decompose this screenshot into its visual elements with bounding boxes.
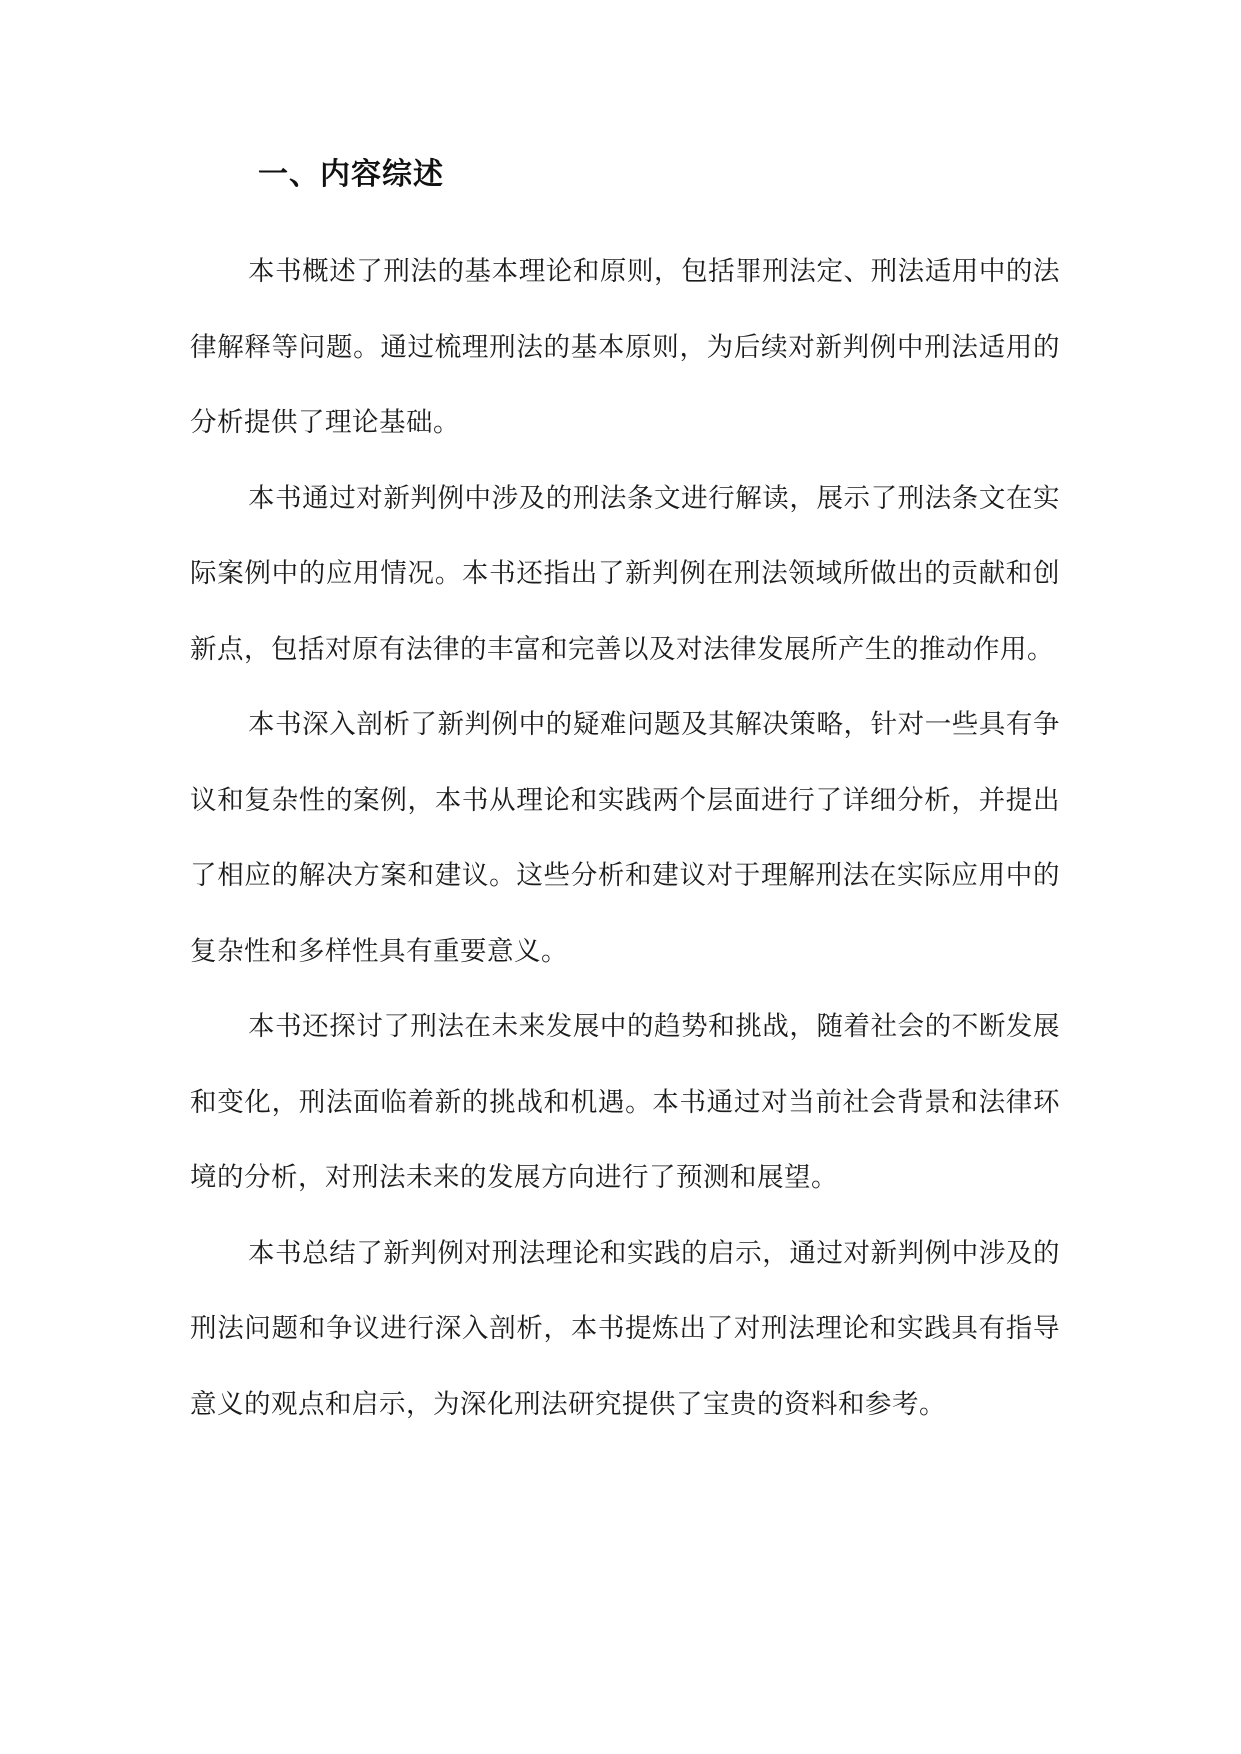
paragraph-4: 本书还探讨了刑法在未来发展中的趋势和挑战，随着社会的不断发展和变化，刑法面临着新的挑战和机遇。本书通过对当前社会背景和法律环境的分析，对刑法未来的发展方向进行了预测和展望。 [190, 1011, 1060, 1193]
paragraph-1: 本书概述了刑法的基本理论和原则，包括罪刑法定、刑法适用中的法律解释等问题。通过梳理刑法的基本原则，为后续对新判例中刑法适用的分析提供了理论基础。 [190, 256, 1060, 438]
section-heading: 一、内容综述 [258, 157, 444, 192]
paragraph-3: 本书深入剖析了新判例中的疑难问题及其解决策略，针对一些具有争议和复杂性的案例，本书从理论和实践两个层面进行了详细分析，并提出了相应的解决方案和建议。这些分析和建议对于理解刑法在实际应用中的复杂性和多样性具有重要意义。 [190, 709, 1060, 967]
body-text [190, 234, 1060, 1442]
paragraph-5: 本书总结了新判例对刑法理论和实践的启示，通过对新判例中涉及的刑法问题和争议进行深入剖析，本书提炼出了对刑法理论和实践具有指导意义的观点和启示，为深化刑法研究提供了宝贵的资料和参考。 [190, 1237, 1060, 1420]
paragraph-2: 本书通过对新判例中涉及的刑法条文进行解读，展示了刑法条文在实际案例中的应用情况。本书还指出了新判例在刑法领域所做出的贡献和创新点，包括对原有法律的丰富和完善以及对法律发展所产生的推动作用。 [190, 482, 1060, 665]
